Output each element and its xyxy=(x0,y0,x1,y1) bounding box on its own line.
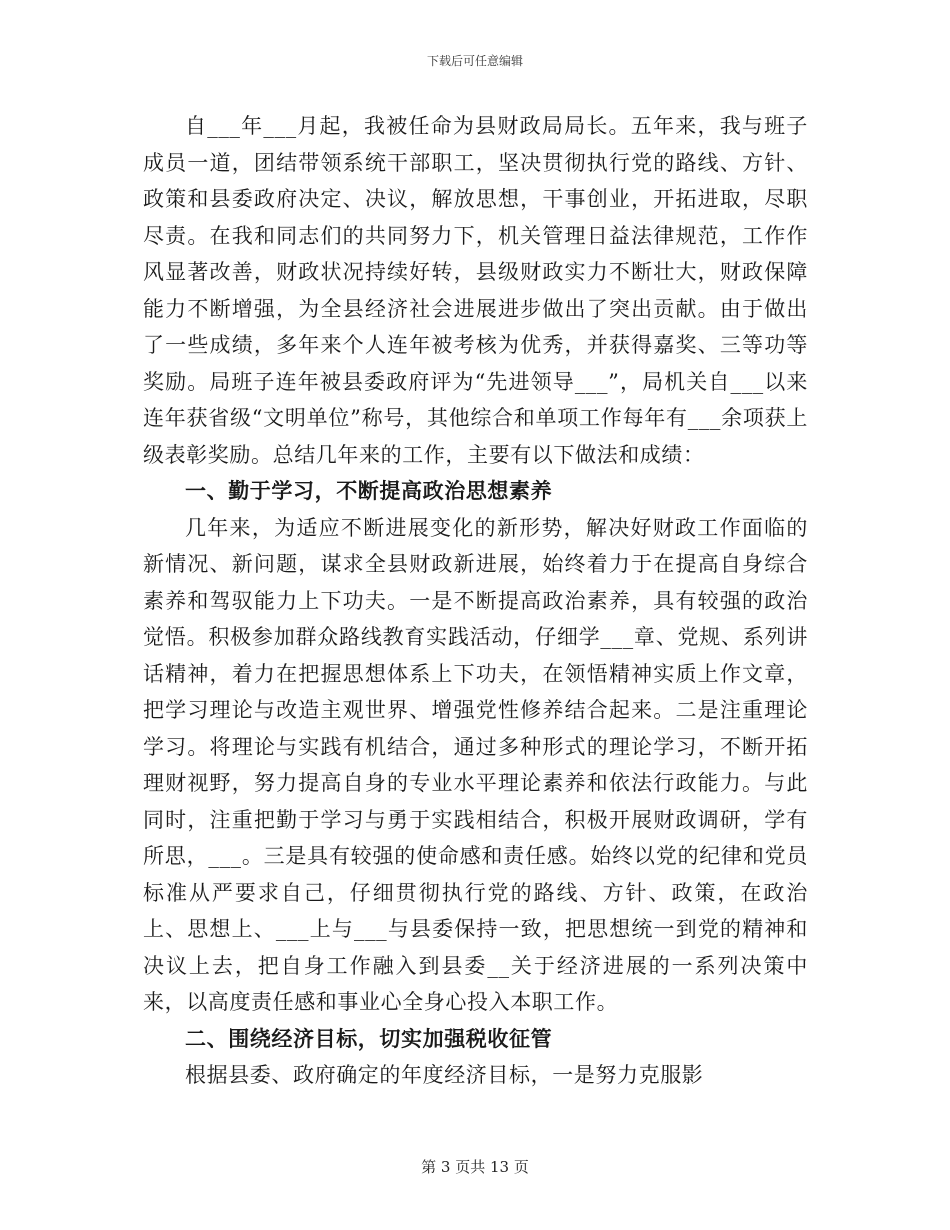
header-note: 下载后可任意编辑 xyxy=(426,54,523,68)
section-1-paragraph: 几年来，为适应不断进展变化的新形势，解决好财政工作面临的新情况、新问题，谋求全县财政新进展，始终着力于在提高自身综合素养和驾驭能力上下功夫。一是不断提高政治素养，具有较强的政治觉悟。积极参加群众路线教育实践活动，仔细学___章、党规、系列讲话精神，着力在把握思想体系上下功夫，在领悟精神实质上作文章，把学习理论与改造主观世界、增强党性修养结合起来。二是注重理论学习。将理论与实践有机结合，通过多种形式的理论学习，不断开拓理财视野，努力提高自身的专业水平理论素养和依法行政能力。与此同时，注重把勤于学习与勇于实践相结合，积极开展财政调研，学有所思，___。三是具有较强的使命感和责任感。始终以党的纪律和党员标准从严要求自己，仔细贯彻执行党的路线、方针、政策，在政治上、思想上、___上与___与县委保持一致，把思想统一到党的精神和决议上去，把自身工作融入到县委__关于经济进展的一系列决策中来，以高度责任感和事业心全身心投入本职工作。 xyxy=(143,515,808,1014)
section-heading-2: 二、围绕经济目标，切实加强税收征管 xyxy=(185,1026,553,1051)
document-body xyxy=(143,108,808,1094)
intro-paragraph: 自___年___月起，我被任命为县财政局局长。五年来，我与班子成员一道，团结带领系统干部职工，坚决贯彻执行党的路线、方针、政策和县委政府决定、决议，解放思想，干事创业，开拓进取，尽职尽责。在我和同志们的共同努力下，机关管理日益法律规范，工作作风显著改善，财政状况持续好转，县级财政实力不断壮大，财政保障能力不断增强，为全县经济社会进展进步做出了突出贡献。由于做出了一些成绩，多年来个人连年被考核为优秀，并获得嘉奖、三等功等奖励。局班子连年被县委政府评为“先进领导___”，局机关自___以来连年获省级“文明单位”称号，其他综合和单项工作每年有___余项获上级表彰奖励。总结几年来的工作，主要有以下做法和成绩： xyxy=(143,114,808,467)
section-heading-1: 一、勤于学习，不断提高政治思想素养 xyxy=(185,479,553,503)
section-2-paragraph: 根据县委、政府确定的年度经济目标，一是努力克服影 xyxy=(185,1063,704,1087)
page-number-footer: 第 3 页共 13 页 xyxy=(421,1158,529,1176)
